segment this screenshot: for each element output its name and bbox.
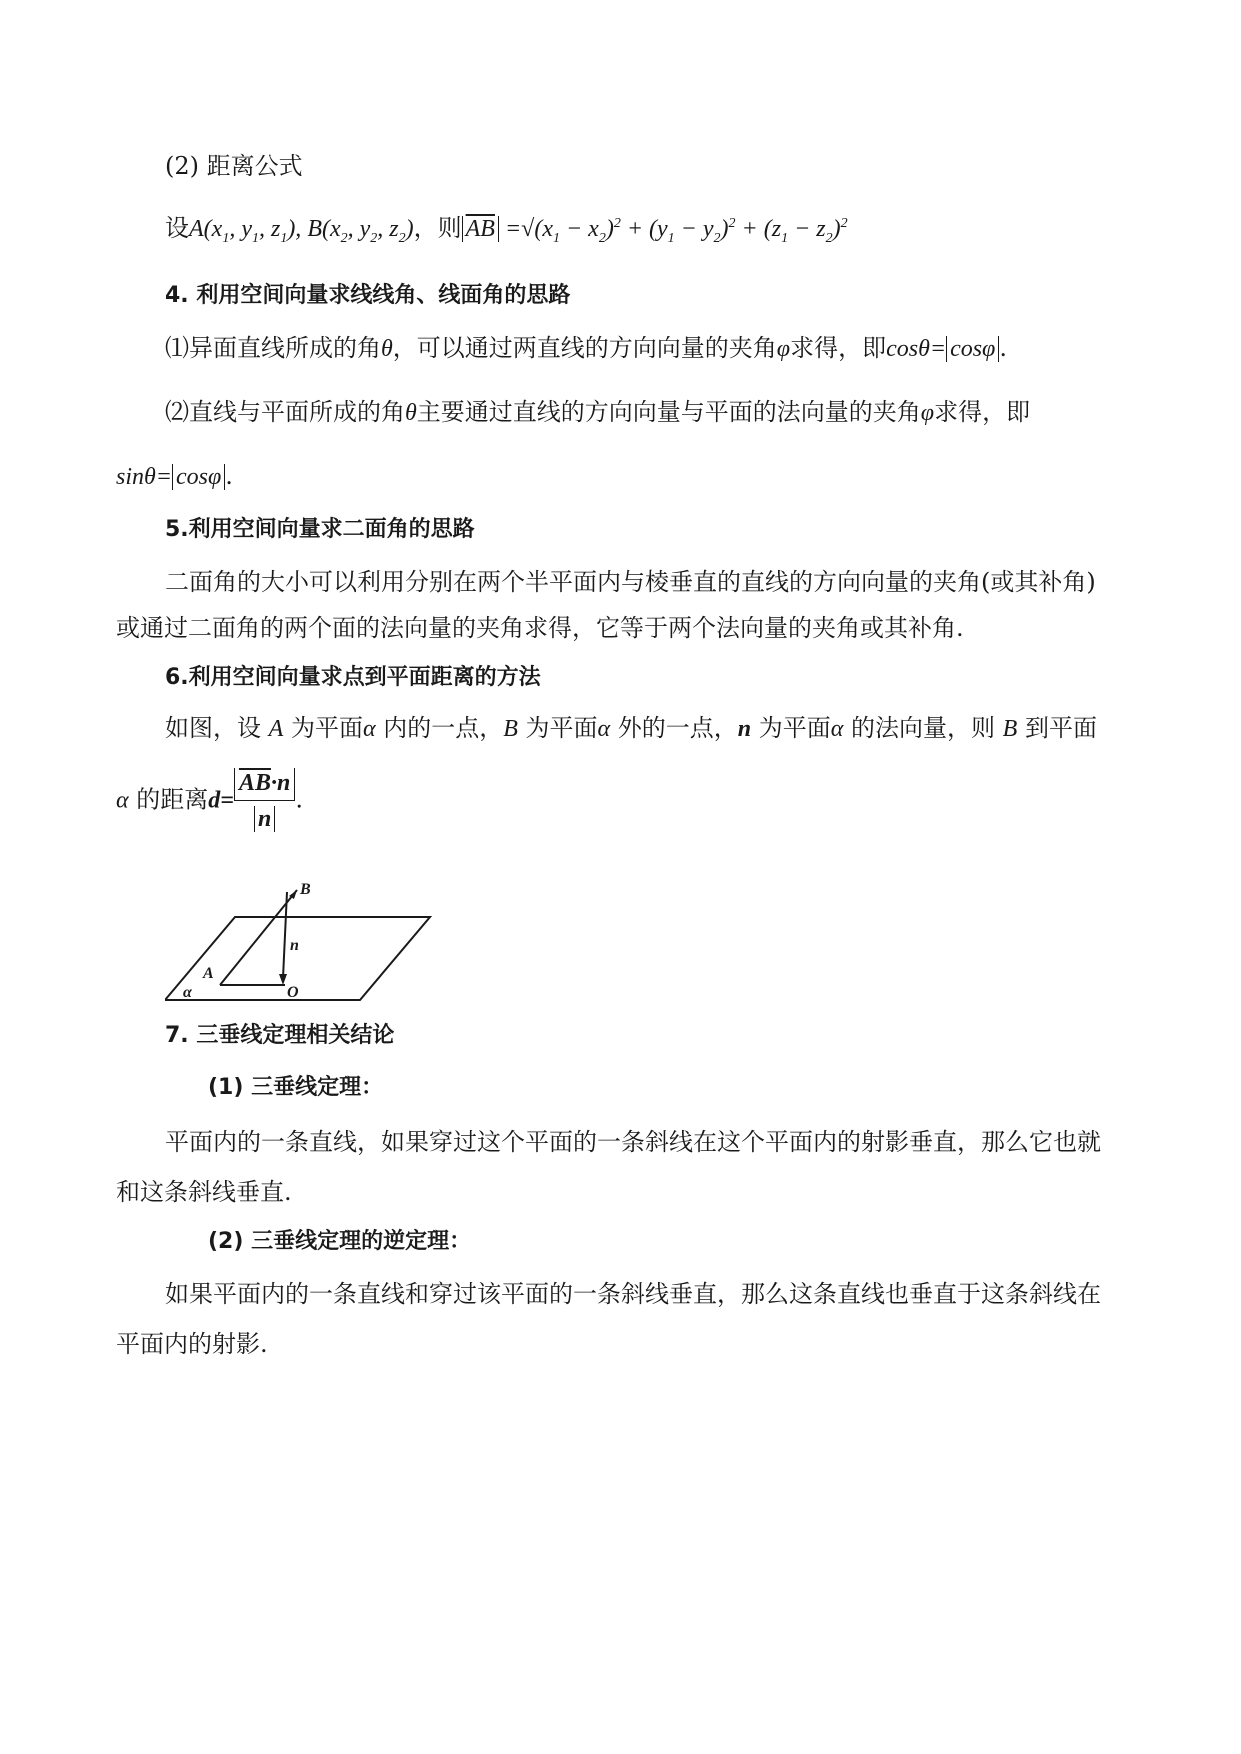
heading-7-2: (2) 三垂线定理的逆定理：: [208, 1229, 472, 1254]
distance-formula: 设$A(x_1$, $y_1$, $z_1$), $B(x_2$, $y_2$, $z_2$)，则 $\overline{AB} =√(x_1 - x_2)^2 + (y_1 - y_2)^2 + (z_1 - z_2)^2$: [165, 214, 848, 246]
plane-diagram: [165, 870, 440, 1005]
section-2-title: (2) 距离公式: [165, 152, 303, 180]
label-alpha: α: [183, 984, 192, 1001]
heading-4: 4. 利用空间向量求线线角、线面角的思路: [165, 283, 571, 308]
paragraph-7-2-line2: 平面内的射影.: [116, 1330, 268, 1358]
paragraph-4-1: ⑴异面直线所成的角θ，可以通过两直线的方向向量的夹角φ求得，即cosθ= cosφ .: [165, 334, 1007, 362]
distance-fraction: $\frac{\overline{AB}\cdot n}{n}$: [234, 768, 295, 834]
label-n: n: [290, 937, 299, 954]
heading-7-1: (1) 三垂线定理：: [208, 1075, 384, 1100]
paragraph-7-2-line1: 如果平面内的一条直线和穿过该平面的一条斜线垂直，那么这条直线也垂直于这条斜线在: [165, 1280, 1101, 1308]
paragraph-6-line2: α 的距离d= $\frac{\overline{AB}\cdot n}{n}$ .: [116, 770, 303, 832]
paragraph-6-line1: 如图，设 A 为平面α 内的一点，B 为平面α 外的一点，n 为平面α 的法向量，则 B 到平面: [165, 714, 1097, 742]
heading-6: 6.利用空间向量求点到平面距离的方法: [165, 665, 541, 690]
label-B: B: [300, 881, 311, 898]
paragraph-5-line1: 二面角的大小可以利用分别在两个半平面内与棱垂直的直线的方向向量的夹角(或其补角): [165, 568, 1096, 596]
paragraph-7-1-line2: 和这条斜线垂直.: [116, 1178, 292, 1206]
heading-7: 7. 三垂线定理相关结论: [165, 1023, 395, 1048]
arrowhead-n: [279, 974, 287, 985]
label-O: O: [287, 984, 299, 1001]
heading-5: 5.利用空间向量求二面角的思路: [165, 517, 475, 542]
paragraph-5-line2: 或通过二面角的两个面的法向量的夹角求得，它等于两个法向量的夹角或其补角.: [116, 614, 964, 642]
paragraph-7-1-line1: 平面内的一条直线，如果穿过这个平面的一条斜线在这个平面内的射影垂直，那么它也就: [165, 1128, 1101, 1156]
paragraph-4-2-line1: ⑵直线与平面所成的角θ主要通过直线的方向向量与平面的法向量的夹角φ求得，即: [165, 398, 1031, 426]
label-A: A: [203, 965, 214, 982]
paragraph-4-2-line2: sinθ= cosφ .: [116, 462, 233, 490]
